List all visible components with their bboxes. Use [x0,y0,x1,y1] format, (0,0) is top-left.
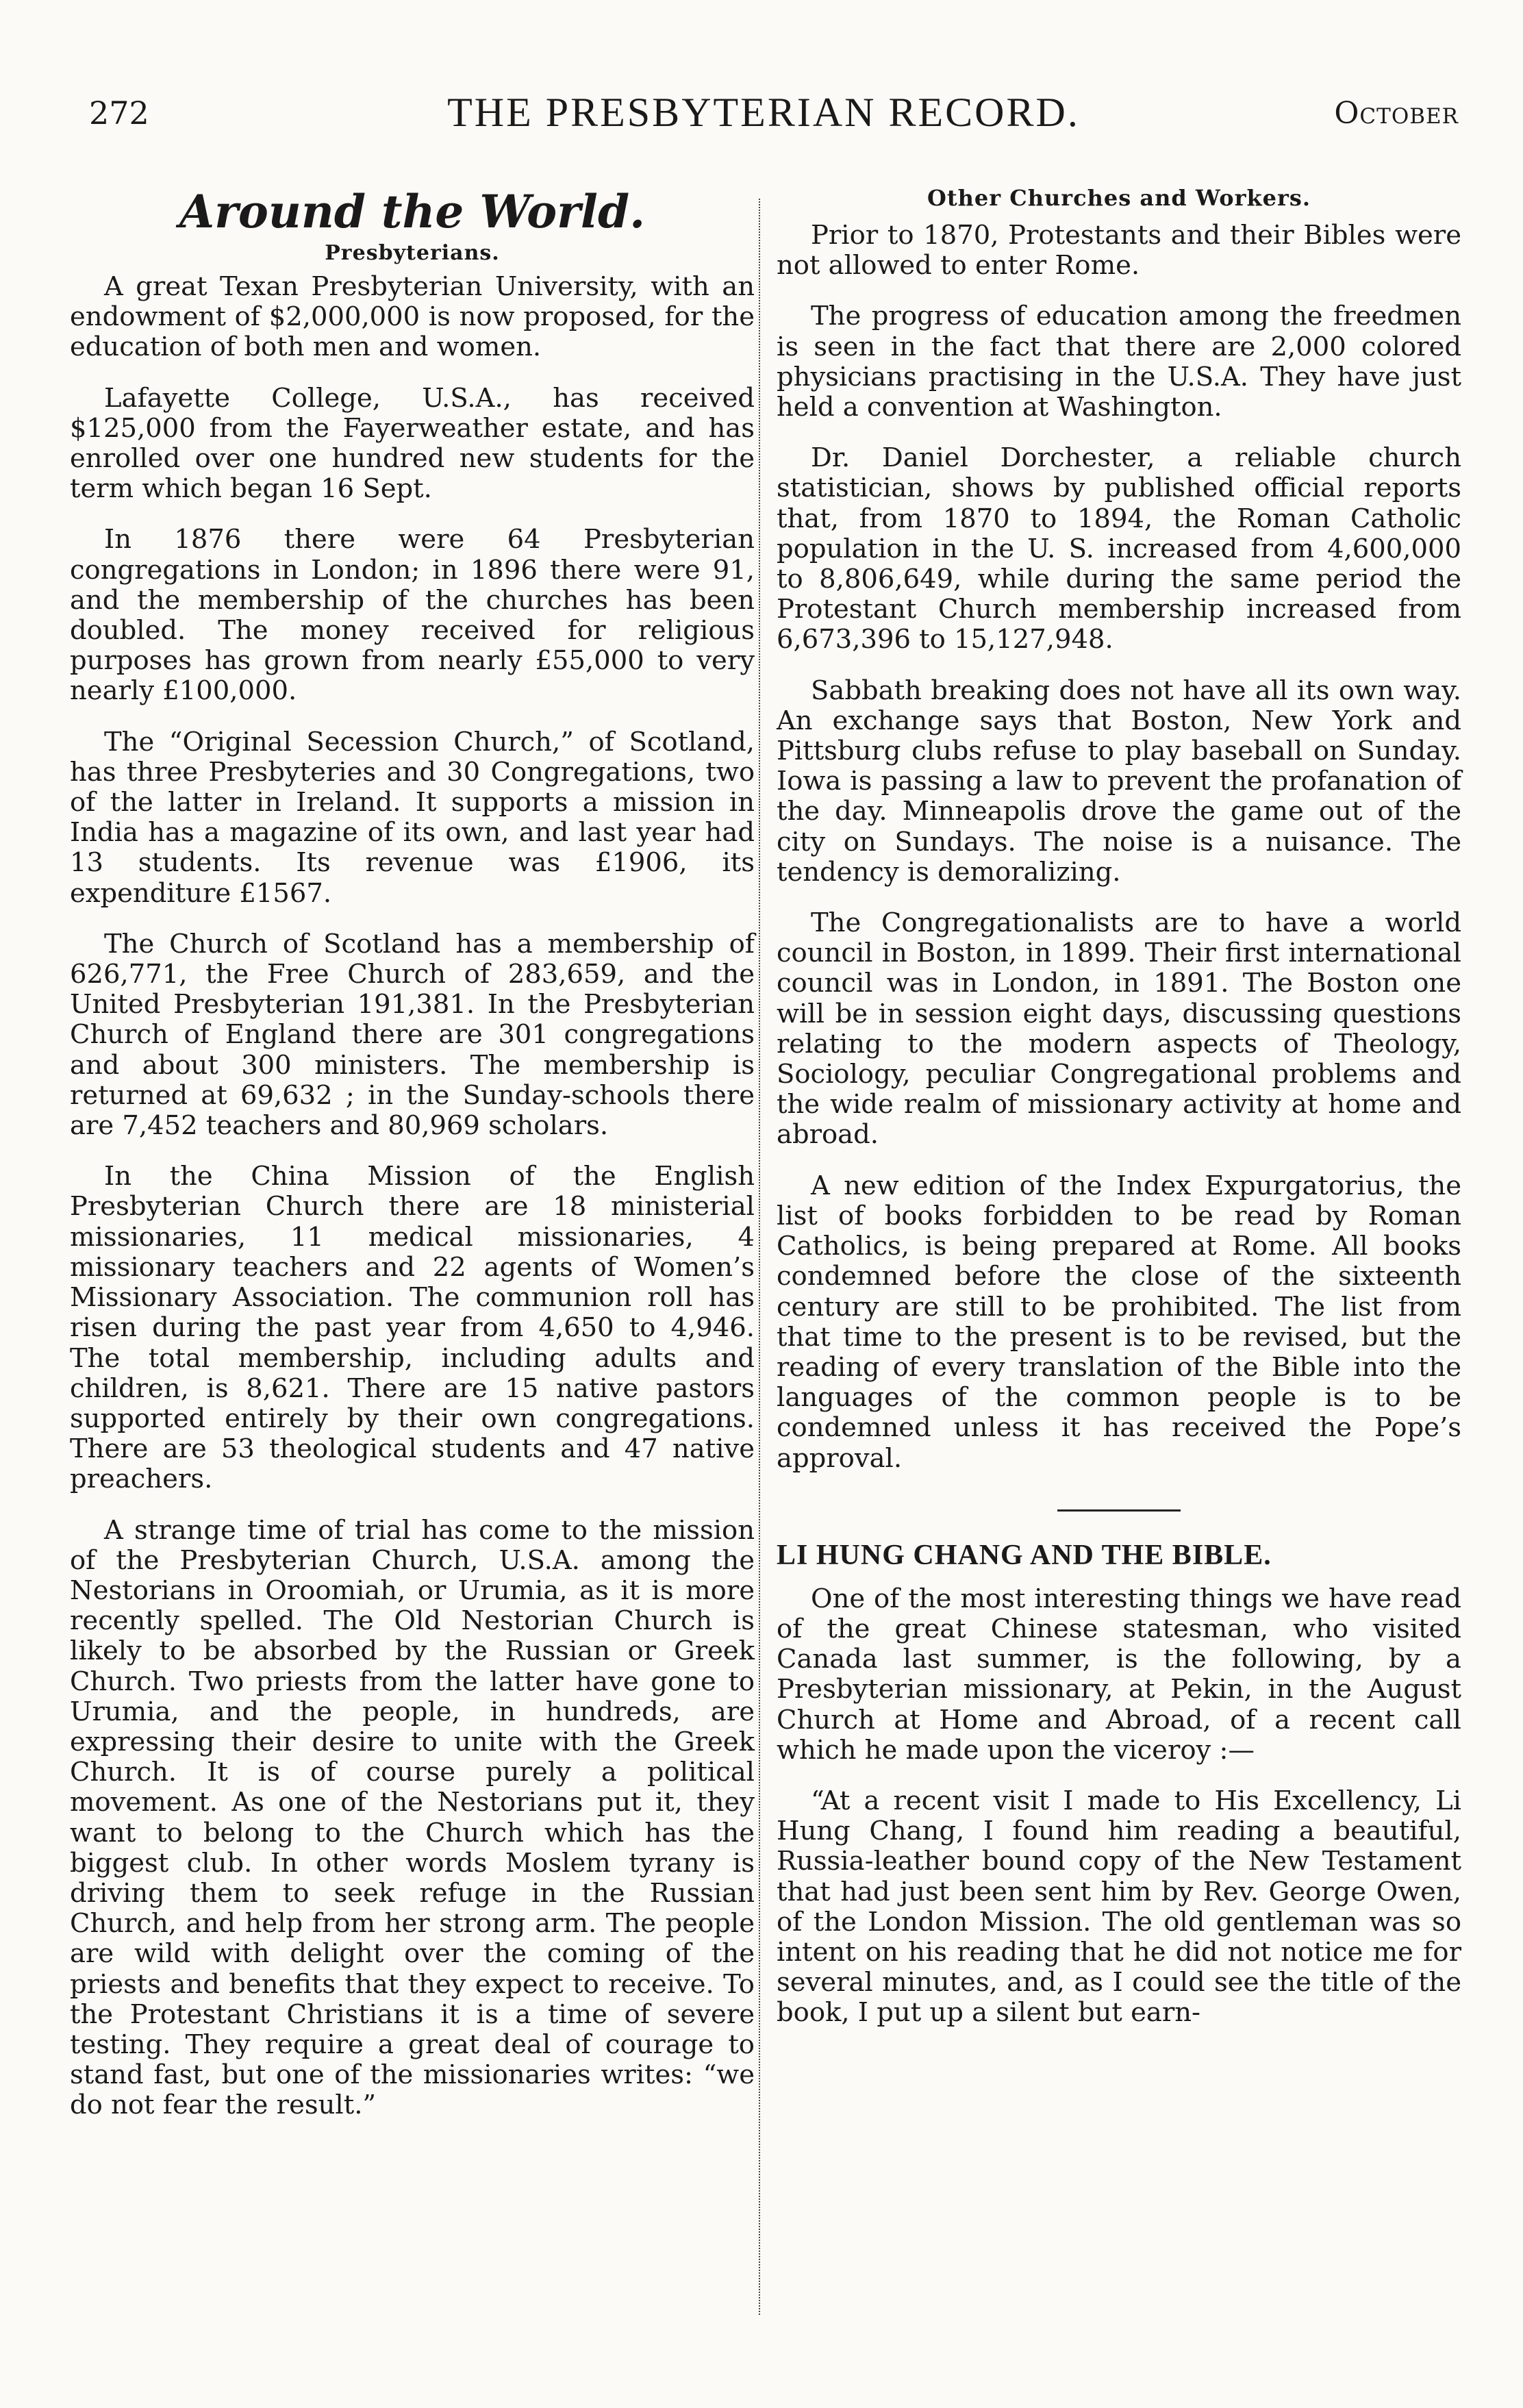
article-paragraph: The Congregationalists are to have a world council in Boston, in 1899. Their first international council was in London, in 1891. The Boston one will be in session eight days, discussing questions relating to the modern aspects of Theology, Sociology, peculiar Congregational problems and the wide realm of missionary activity at home and abroad. [777,907,1461,1151]
page-header [68,89,1459,151]
article-paragraph: In the China Mission of the English Presbyterian Church there are 18 ministerial missionaries, 11 medical missionaries, 4 missionary teachers and 22 agents of Women’s Missionary Association. The communion roll has risen during the past year from 4,650 to 4,946. The total membership, including adults and children, is 8,621. There are 15 native pastors supported entirely by their own congregations. There are 53 theological students and 47 native preachers. [70,1161,755,1495]
article-paragraph: A new edition of the Index Expurgatorius, the list of books forbidden to be read by Roman Catholics, is being prepared at Rome. All books condemned before the close of the sixteenth century are still to be prohibited. The list from that time to the present is to be revised, but the reading of every translation of the Bible into the languages of the common people is to be condemned unless it has received the Pope’s approval. [777,1170,1461,1474]
journal-title: THE PRESBYTERIAN RECORD. [447,90,1080,135]
article-paragraph: Sabbath breaking does not have all its own way. An exchange says that Boston, New York and Pittsburg clubs refuse to play baseball on Sunday. Iowa is passing a law to prevent the profanation of the day. Minneapolis drove the game out of the city on Sundays. The noise is a nuisance. The tendency is demoralizing. [777,675,1461,888]
article-paragraph: “At a recent visit I made to His Excellency, Li Hung Chang, I found him reading a beautiful, Russia-leather bound copy of the New Testament that had just been sent him by Rev. George Owen, of the London Mission. The old gentleman was so intent on his reading that he did not notice me for several minutes, and, as I could see the title of the book, I put up a silent but earn- [777,1785,1461,2029]
article-paragraph: A strange time of trial has come to the mission of the Presbyterian Church, U.S.A. among the Nestorians in Oroomiah, or Urumia, as it is more recently spelled. The Old Nestorian Church is likely to be absorbed by the Russian or Greek Church. Two priests from the latter have gone to Urumia, and the people, in hundreds, are expressing their desire to unite with the Greek Church. It is of course purely a political movement. As one of the Nestorians put it, they want to belong to the Church which has the biggest club. In other words Moslem tyrany is driving them to seek refuge in the Russian Church, and help from her strong arm. The people are wild with delight over the coming of the priests and benefits that they expect to receive. To the Protestant Christians it is a time of severe testing. They require a great deal of courage to stand fast, but one of the missionaries writes: “we do not fear the result.” [70,1514,755,2121]
left-column [70,185,755,2142]
section-title-li-hung-chang: LI HUNG CHANG AND THE BIBLE. [777,1539,1272,1571]
section-heading-around-the-world: Around the World. [179,185,646,238]
article-paragraph: Prior to 1870, Protestants and their Bibles were not allowed to enter Rome. [777,220,1461,281]
section-rule [1057,1509,1181,1512]
subheading-other-churches: Other Churches and Workers. [927,185,1311,211]
page-number: 272 [89,95,149,131]
article-paragraph: Lafayette College, U.S.A., has received $125,000 from the Fayerweather estate, and has enrolled over one hundred new students for the term which began 16 Sept. [70,382,755,505]
column-divider [759,199,760,2315]
article-paragraph: The progress of education among the freedmen is seen in the fact that there are 2,000 colored physicians practising in the U.S.A. They have just held a convention at Washington. [777,301,1461,423]
right-column [777,185,1461,2049]
article-paragraph: The “Original Secession Church,” of Scotland, has three Presbyteries and 30 Congregations, two of the latter in Ireland. It supports a mission in India has a magazine of its own, and last year had 13 students. Its revenue was £1906, its expenditure £1567. [70,726,755,909]
article-paragraph: Dr. Daniel Dorchester, a reliable church statistician, shows by published official reports that, from 1870 to 1894, the Roman Catholic population in the U. S. increased from 4,600,000 to 8,806,649, while during the same period the Protestant Church membership increased from 6,673,396 to 15,127,948. [777,442,1461,655]
issue-month: October [1334,96,1459,131]
article-paragraph: A great Texan Presbyterian University, with an endowment of $2,000,000 is now proposed, for the education of both men and women. [70,271,755,363]
article-paragraph: One of the most interesting things we have read of the great Chinese statesman, who visited Canada last summer, is the following, by a Presbyterian missionary, at Pekin, in the August Church at Home and Abroad, of a recent call which he made upon the viceroy :— [777,1583,1461,1766]
subheading-presbyterians: Presbyterians. [325,241,500,265]
article-paragraph: In 1876 there were 64 Presbyterian congregations in London; in 1896 there were 91, and the membership of the churches has been doubled. The money received for religious purposes has grown from nearly £55,000 to very nearly £100,000. [70,524,755,707]
article-paragraph: The Church of Scotland has a membership of 626,771, the Free Church of 283,659, and the United Presbyterian 191,381. In the Presbyterian Church of England there are 301 congregations and about 300 ministers. The membership is returned at 69,632 ; in the Sunday-schools there are 7,452 teachers and 80,969 scholars. [70,928,755,1142]
